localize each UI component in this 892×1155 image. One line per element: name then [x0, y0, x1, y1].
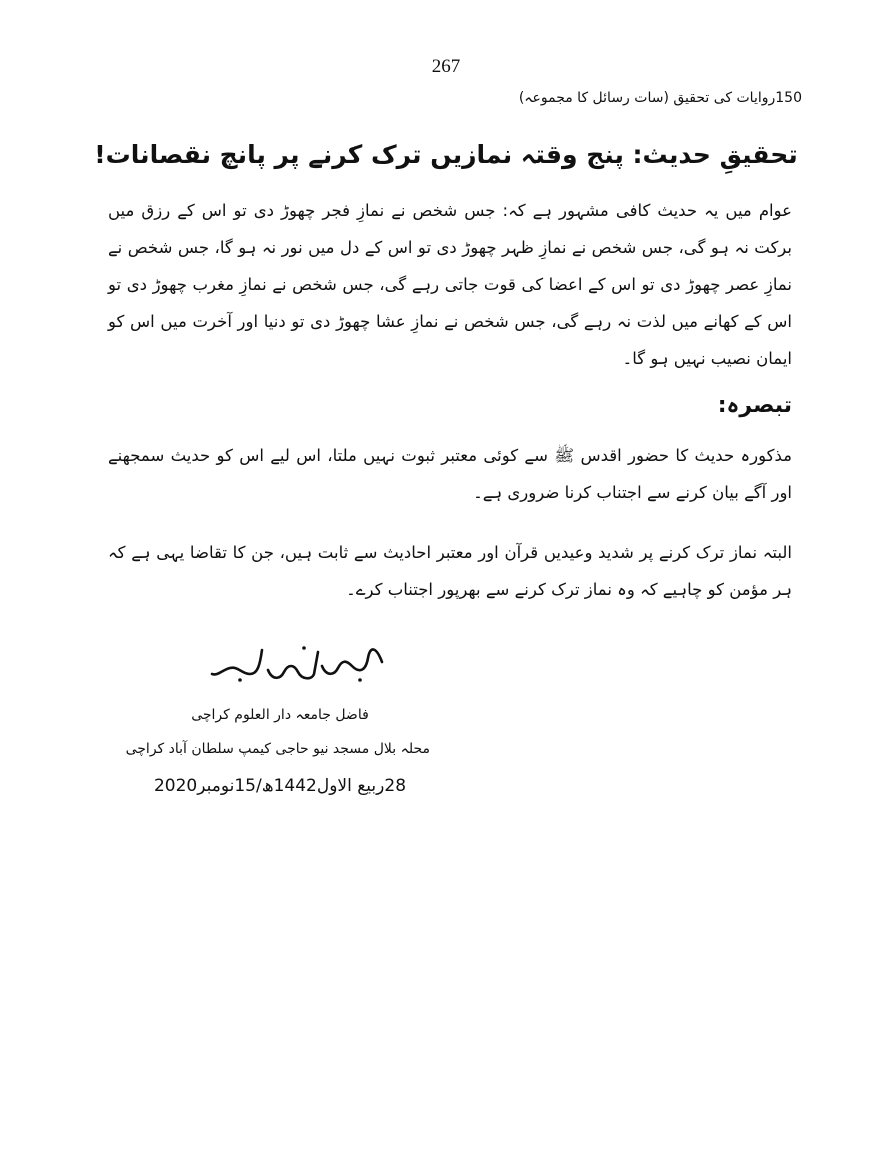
- signature-address: محلہ بلال مسجد نیو حاجی کیمپ سلطان آباد کراچی: [125, 741, 430, 757]
- commentary-paragraph-1: مذکورہ حدیث کا حضور اقدس ﷺ سے کوئی معتبر ثبوت نہیں ملتا، اس لیے اس کو حدیث سمجھنے اور آگے بیان کرنے سے اجتناب کرنا ضروری ہے۔: [108, 446, 792, 502]
- commentary-heading: تبصرہ:: [717, 393, 792, 418]
- running-header: 150روایات کی تحقیق (سات رسائل کا مجموعہ): [518, 90, 802, 106]
- signature-affiliation: فاضل جامعہ دار العلوم کراچی: [191, 707, 369, 723]
- page-number: 267: [431, 56, 461, 77]
- intro-paragraph: عوام میں یہ حدیث کافی مشہور ہے کہ: جس شخص نے نمازِ فجر چھوڑ دی تو اس کے رزق میں برکت نہ ہو گی، جس شخص نے نمازِ ظہر چھوڑ دی تو اس کے دل میں نور نہ ہو گا، جس شخص نے نمازِ عصر چھوڑ دی تو اس کے اعضا کی قوت جاتی رہے گی، جس شخص نے نمازِ مغرب چھوڑ دی تو اس کے کھانے میں لذت نہ رہے گی، جس شخص نے نمازِ عشا چھوڑ دی تو دنیا اور آخرت میں اس کو ایمان نصیب نہیں ہو گا۔: [108, 201, 792, 368]
- signature-date: 28ربیع الاول1442ھ/15نومبر2020: [153, 776, 407, 796]
- commentary-paragraph-2: البتہ نماز ترک کرنے پر شدید وعیدیں قرآن اور معتبر احادیث سے ثابت ہیں، جن کا تقاضا یہی ہے کہ ہر مؤمن کو چاہیے کہ وہ نماز ترک کرنے سے بھرپور اجتناب کرے۔: [108, 543, 792, 599]
- signature-name: [200, 640, 400, 684]
- document-title: تحقیقِ حدیث: پنج وقتہ نمازیں ترک کرنے پر پانچ نقصانات!: [94, 140, 798, 169]
